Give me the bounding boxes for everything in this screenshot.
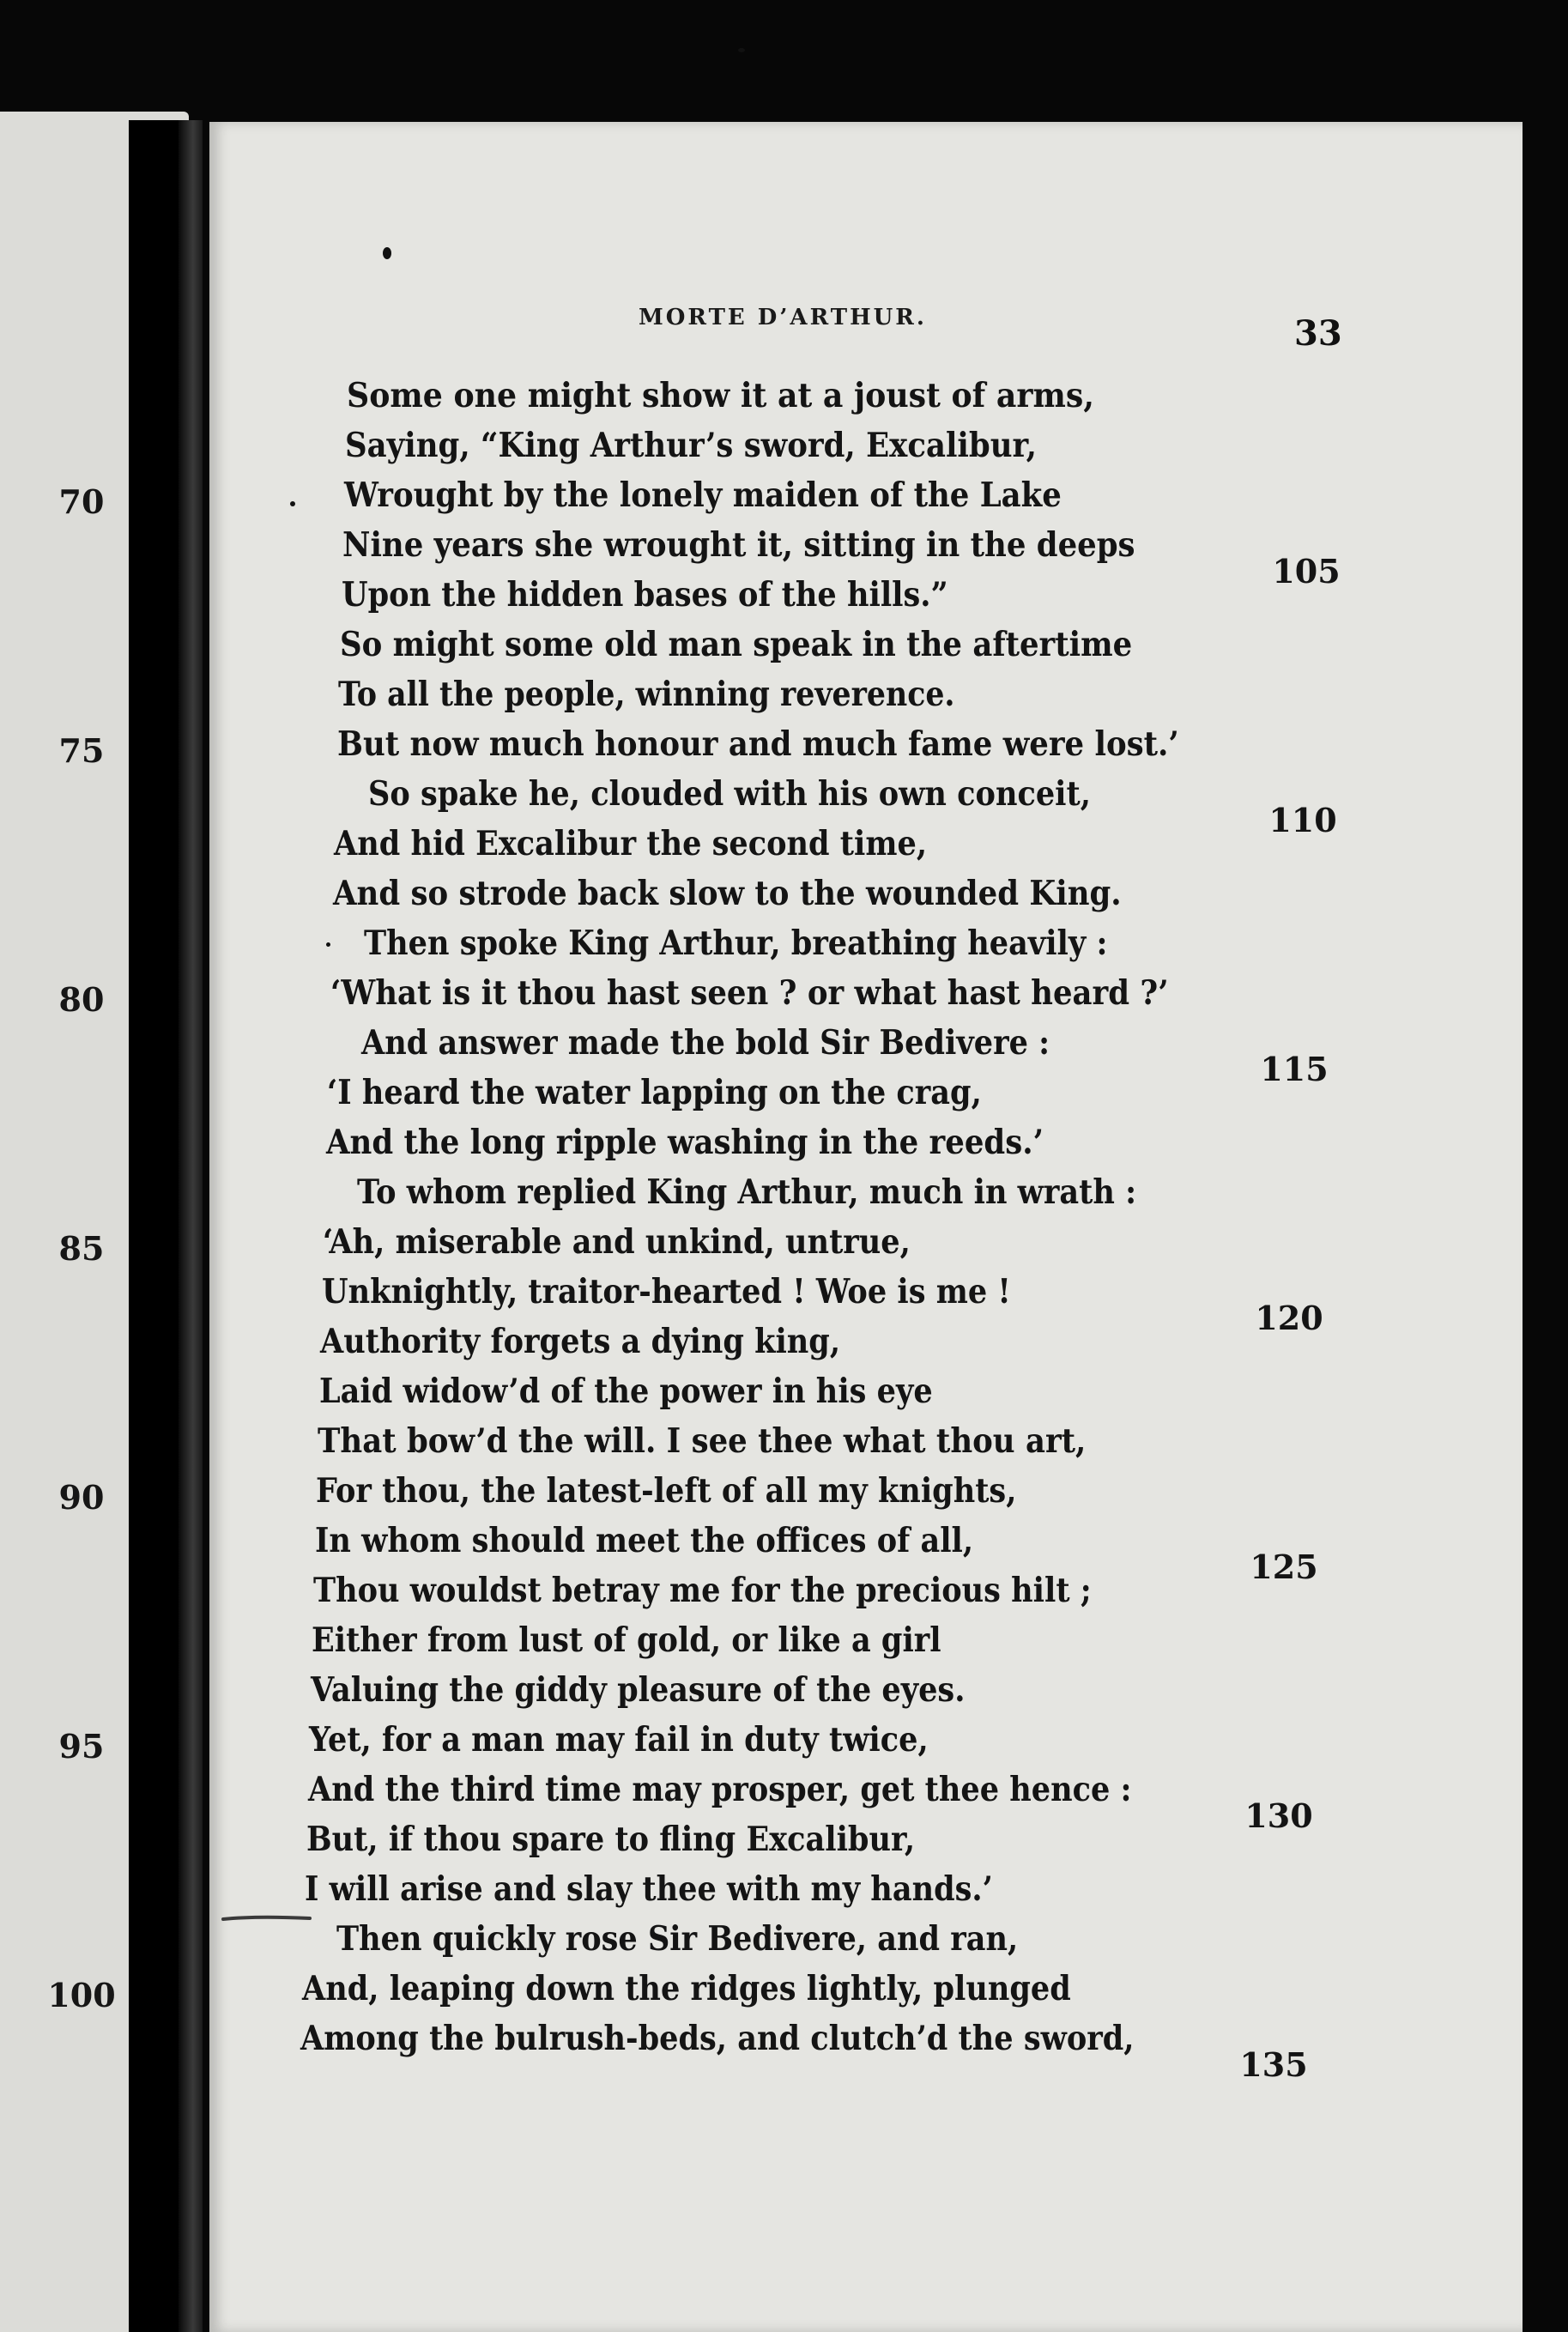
line-number: 105 (1272, 552, 1341, 591)
line-number: 110 (1268, 801, 1337, 839)
verse-line: I will arise and slay thee with my hands.’ (305, 1869, 994, 1909)
verse-line: So spake he, clouded with his own conceit, (368, 774, 1091, 814)
verse-line: Yet, for a man may fail in duty twice, (309, 1720, 929, 1760)
verse-line: And the long ripple washing in the reeds.’ (325, 1123, 1044, 1162)
verse-line: Laid widow’d of the power in his eye (318, 1372, 933, 1411)
verse-line: Nine years she wrought it, sitting in the deeps (342, 525, 1135, 565)
verse-line: Valuing the giddy pleasure of the eyes. (310, 1670, 966, 1710)
verse-line: Thou wouldst betray me for the precious hilt ; (313, 1571, 1092, 1610)
verse-line: Unknightly, traitor-hearted ! Woe is me ! (321, 1272, 1011, 1311)
facing-line-number: 95 (58, 1727, 105, 1766)
facing-line-number: 70 (58, 482, 105, 521)
facing-line-number: 75 (58, 731, 105, 770)
verse-line: To whom replied King Arthur, much in wrath : (357, 1172, 1137, 1212)
verse-line: ‘What is it thou hast seen ? or what hast heard ?’ (330, 973, 1169, 1013)
verse-line: And answer made the bold Sir Bedivere : (360, 1023, 1050, 1063)
line-number: 115 (1260, 1050, 1329, 1088)
facing-line-number: 100 (47, 1976, 116, 2014)
verse-line: Either from lust of gold, or like a girl (312, 1620, 942, 1660)
page-number: 33 (1294, 313, 1342, 354)
verse-line: But, if thou spare to fling Excalibur, (306, 1820, 916, 1859)
gutter-edge (179, 120, 203, 2332)
verse-line: Then spoke King Arthur, breathing heavily : (364, 924, 1108, 963)
verse-line: And, leaping down the ridges lightly, plunged (302, 1969, 1071, 2008)
facing-line-number: 85 (58, 1229, 105, 1268)
verse-line: That bow’d the will. I see thee what thou art, (317, 1421, 1087, 1461)
ink-speck (290, 501, 295, 506)
verse-line: Wrought by the lonely maiden of the Lake (343, 475, 1062, 515)
verse-line: And hid Excalibur the second time, (334, 824, 928, 863)
line-number: 120 (1255, 1299, 1323, 1337)
ink-speck (738, 48, 745, 52)
verse-line: To all the people, winning reverence. (338, 675, 955, 714)
ink-speck (383, 247, 391, 259)
facing-line-number: 90 (58, 1478, 105, 1517)
line-number: 130 (1244, 1796, 1313, 1835)
verse-line: And the third time may prosper, get thee hence : (307, 1770, 1132, 1809)
verse-line: Saying, “King Arthur’s sword, Excalibur, (345, 426, 1038, 465)
running-header: MORTE D’ARTHUR. (639, 305, 927, 330)
verse-line: Authority forgets a dying king, (320, 1322, 841, 1361)
verse-line: For thou, the latest-left of all my knights, (316, 1471, 1017, 1511)
ink-speck (326, 942, 330, 947)
line-number: 125 (1250, 1548, 1318, 1586)
line-number: 135 (1239, 2045, 1308, 2084)
verse-line: Among the bulrush-beds, and clutch’d the sword, (300, 2019, 1135, 2058)
verse-line: ‘I heard the water lapping on the crag, (327, 1073, 983, 1112)
verse-line: ‘Ah, miserable and unkind, untrue, (323, 1222, 911, 1262)
facing-line-number: 80 (58, 980, 105, 1019)
verse-line: Upon the hidden bases of the hills.” (341, 575, 948, 615)
verse-line: So might some old man speak in the aftertime (339, 625, 1133, 664)
verse-line: And so strode back slow to the wounded King. (332, 874, 1122, 913)
pencil-mark (221, 1914, 312, 1923)
verse-line: But now much honour and much fame were lost.’ (336, 724, 1179, 764)
verse-line: In whom should meet the offices of all, (314, 1521, 973, 1560)
verse-line: Then quickly rose Sir Bedivere, and ran, (336, 1919, 1018, 1959)
verse-line: Some one might show it at a joust of arms, (347, 376, 1094, 415)
